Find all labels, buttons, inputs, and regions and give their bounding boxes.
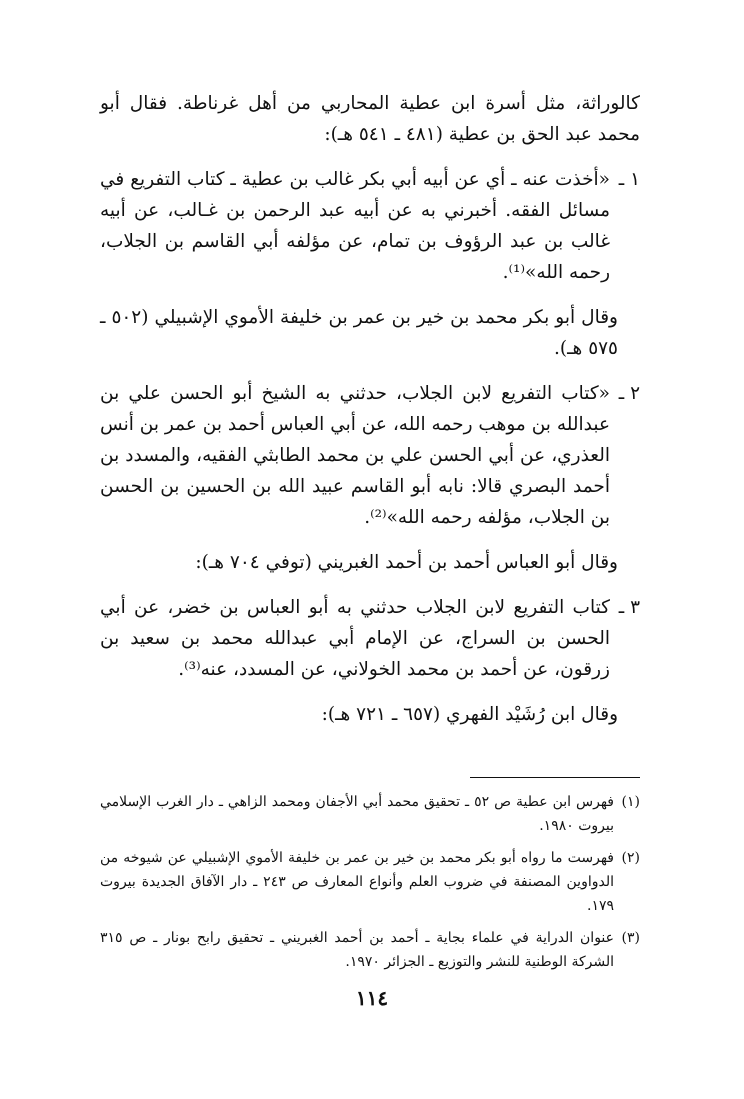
numbered-item-2 bbox=[100, 378, 640, 533]
footnote-mark: (٢) bbox=[621, 850, 640, 866]
numbered-item-3 bbox=[100, 592, 640, 685]
intro-paragraph-2: وقال أبو بكر محمد بن خير بن عمر بن خليفة الأموي الإشبيلي (٥٠٢ ـ ٥٧٥ هـ). bbox=[100, 307, 618, 359]
footnote-text: فهرست ما رواه أبو بكر محمد بن خير بن عمر بن خليفة الأموي الإشبيلي عن شيوخه من الدواوين المصنفة في ضروب العلم وأنواع المعارف ص ٢٤٣ ـ دار الآفاق الجديدة بيروت ١٧٩. bbox=[100, 850, 614, 914]
footnotes bbox=[100, 790, 640, 982]
footnote-mark: (٣) bbox=[621, 930, 640, 946]
opening-paragraph: كالوراثة، مثل أسرة ابن عطية المحاربي من أهل غرناطة. فقال أبو محمد عبد الحق بن عطية (٤٨١ ـ ٥٤١ هـ): bbox=[100, 93, 640, 145]
footnote-separator bbox=[470, 777, 640, 778]
footnote-text: عنوان الدراية في علماء بجاية ـ أحمد بن أحمد الغبريني ـ تحقيق رابح بونار ـ ص ٣١٥ الشركة الوطنية للنشر والتوزيع ـ الجزائر ١٩٧٠. bbox=[100, 930, 614, 970]
footnote-1 bbox=[100, 790, 640, 838]
numbered-item-1 bbox=[100, 164, 640, 288]
main-text bbox=[100, 88, 640, 744]
item-number: ٣ ـ bbox=[618, 597, 640, 618]
item-text: «كتاب التفريع لابن الجلاب، حدثني به الشيخ أبو الحسن علي بن عبدالله بن موهب رحمه الله، عن أبي العباس أحمد بن عمر بن أنس العذري، عن أبي الحسن علي بن محمد الطابثي الفقيه، والمسدد بن أحمد البصري قالا: نابه أبو القاسم عبيد الله بن الحسين بن الحسن بن الجلاب، مؤلفه رحمه الله»⁽²⁾. bbox=[100, 383, 610, 528]
intro-paragraph-3: وقال أبو العباس أحمد بن أحمد الغبريني (توفي ٧٠٤ هـ): bbox=[195, 552, 618, 573]
footnote-3 bbox=[100, 926, 640, 974]
footnote-2 bbox=[100, 846, 640, 918]
item-text: كتاب التفريع لابن الجلاب حدثني به أبو العباس بن خضر، عن أبي الحسن بن السراج، عن الإمام أبي عبدالله محمد بن سعيد بن زرقون، عن أحمد بن محمد الخولاني، عن المسدد، عنه⁽³⁾. bbox=[100, 597, 610, 680]
item-text: «أخذت عنه ـ أي عن أبيه أبي بكر غالب بن عطية ـ كتاب التفريع في مسائل الفقه. أخبرني به عن أبيه عبد الرحمن بن غـالب، عن أبيه غالب بن عبد الرؤوف بن تمام، عن مؤلفه أبي القاسم بن الجلاب، رحمه الله»⁽¹⁾. bbox=[100, 169, 610, 283]
footnote-mark: (١) bbox=[621, 794, 640, 810]
item-number: ١ ـ bbox=[618, 169, 640, 190]
page-number: ١١٤ bbox=[355, 986, 389, 1010]
item-number: ٢ ـ bbox=[618, 383, 640, 404]
intro-paragraph-4: وقال ابن رُشَيْد الفهري (٦٥٧ ـ ٧٢١ هـ): bbox=[321, 704, 618, 725]
footnote-text: فهرس ابن عطية ص ٥٢ ـ تحقيق محمد أبي الأجفان ومحمد الزاهي ـ دار الغرب الإسلامي بيروت ١٩٨٠. bbox=[100, 794, 614, 834]
